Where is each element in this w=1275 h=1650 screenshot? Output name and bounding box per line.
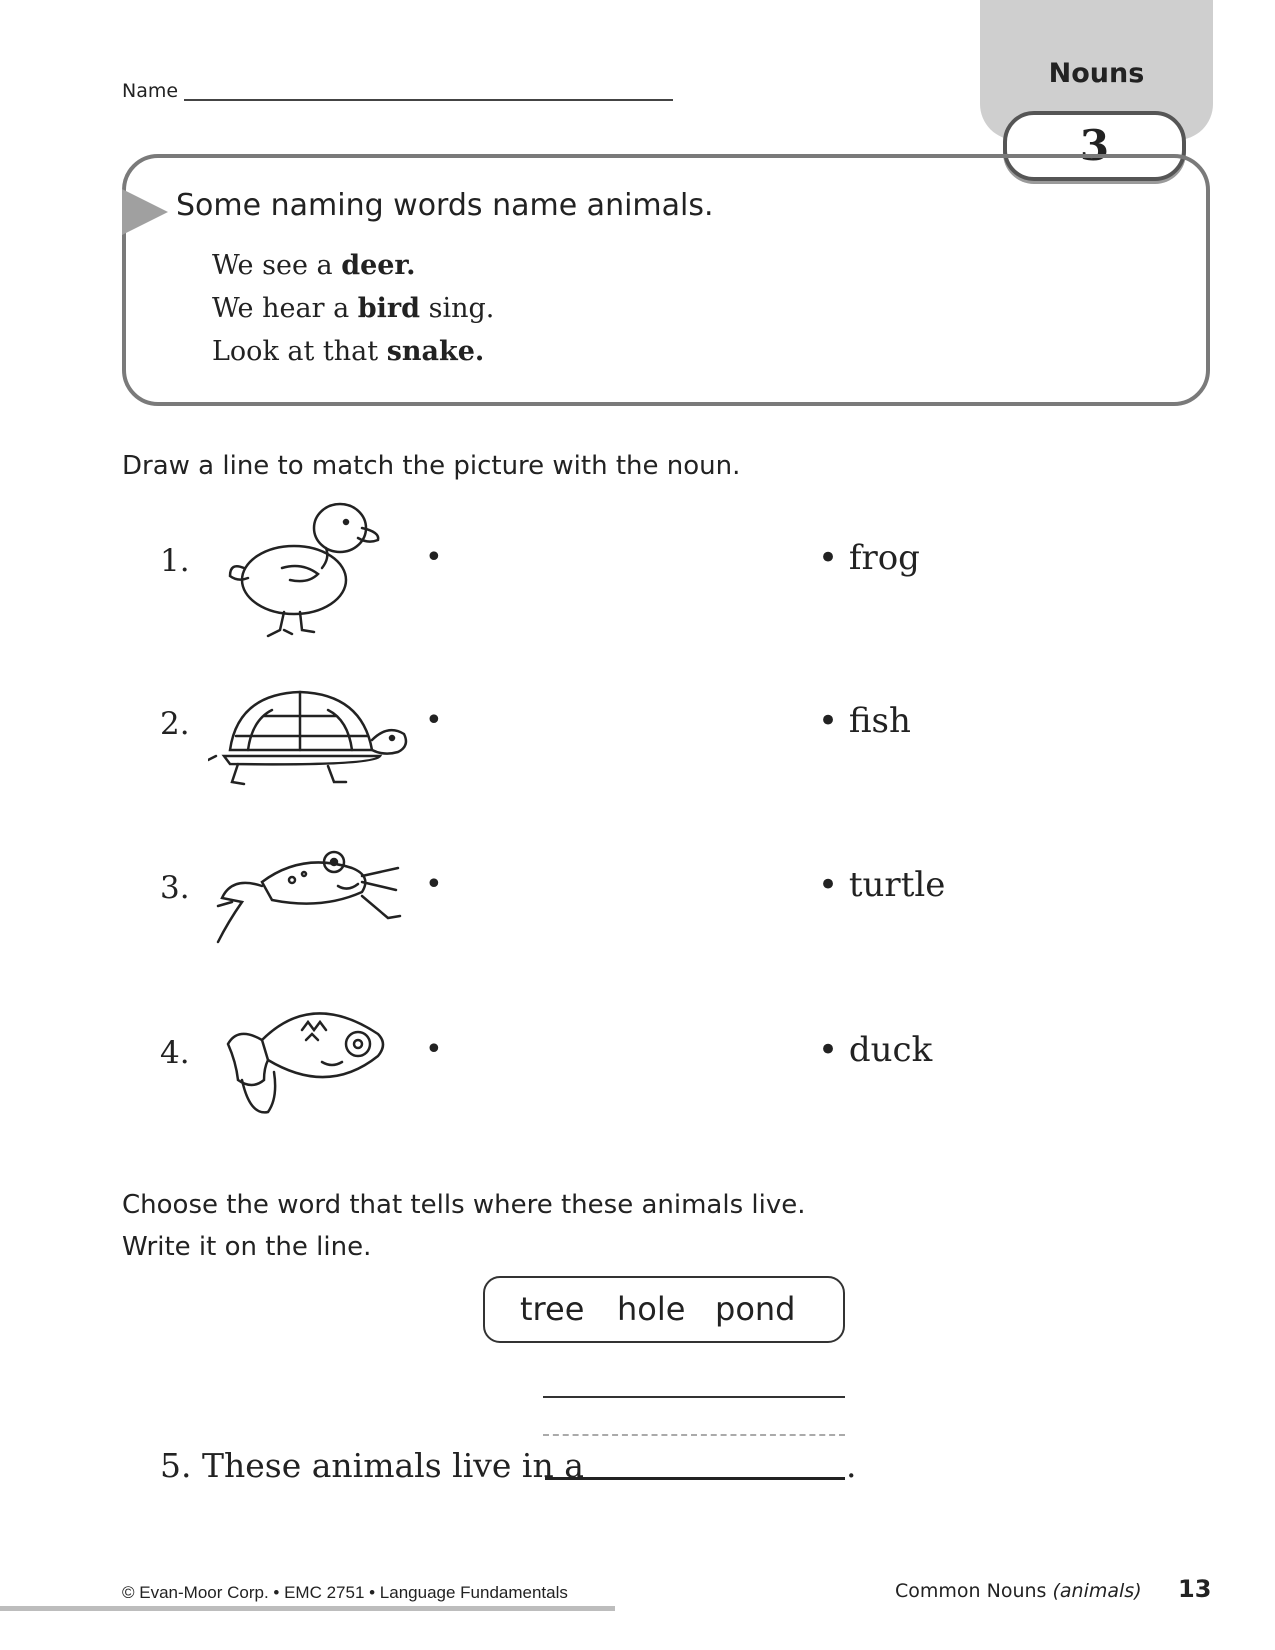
item-number: 1. bbox=[160, 543, 190, 579]
match-dot-left[interactable]: • bbox=[425, 1032, 443, 1067]
turtle-icon bbox=[208, 686, 408, 796]
match-word[interactable]: • duck bbox=[818, 1030, 933, 1070]
example-sentence: Look at that snake. bbox=[212, 336, 485, 367]
duck-icon bbox=[222, 498, 392, 638]
item-number: 3. bbox=[160, 870, 190, 906]
match-dot-left[interactable]: • bbox=[425, 867, 443, 902]
name-write-line[interactable] bbox=[184, 99, 673, 101]
name-label: Name bbox=[122, 80, 179, 102]
match-word[interactable]: • turtle bbox=[818, 865, 946, 905]
match-word[interactable]: • fish bbox=[818, 701, 911, 741]
example-sentence: We see a deer. bbox=[212, 250, 416, 281]
item-number: 2. bbox=[160, 706, 190, 742]
section-title: Nouns bbox=[1048, 58, 1145, 89]
sentence-period: . bbox=[846, 1446, 857, 1485]
sentence-prompt: 5. These animals live in a bbox=[160, 1446, 584, 1485]
write-instructions: Write it on the line. bbox=[122, 1232, 372, 1262]
word-bank-item: tree bbox=[520, 1290, 585, 1328]
match-word[interactable]: • frog bbox=[818, 538, 920, 578]
handwriting-midline bbox=[543, 1434, 845, 1436]
matching-instructions: Draw a line to match the picture with the noun. bbox=[122, 451, 741, 481]
fish-icon bbox=[222, 1000, 396, 1118]
match-dot-left[interactable]: • bbox=[425, 540, 443, 575]
footer-divider bbox=[0, 1606, 615, 1611]
match-dot-left[interactable]: • bbox=[425, 703, 443, 738]
handwriting-top-line bbox=[543, 1396, 845, 1398]
arrow-icon bbox=[122, 189, 168, 235]
item-number: 4. bbox=[160, 1035, 190, 1071]
rule-heading: Some naming words name animals. bbox=[176, 188, 714, 223]
word-bank-item: pond bbox=[715, 1290, 796, 1328]
word-bank-item: hole bbox=[617, 1290, 686, 1328]
answer-line[interactable] bbox=[545, 1477, 845, 1480]
example-sentence: We hear a bird sing. bbox=[212, 293, 495, 324]
footer-topic: Common Nouns (animals) bbox=[895, 1580, 1142, 1602]
frog-icon bbox=[212, 846, 408, 946]
lesson-number-badge: 3 bbox=[1003, 111, 1186, 181]
choose-instructions: Choose the word that tells where these animals live. bbox=[122, 1190, 806, 1220]
copyright-text: © Evan-Moor Corp. • EMC 2751 • Language Fundamentals bbox=[122, 1583, 568, 1602]
page-number: 13 bbox=[1178, 1575, 1212, 1603]
